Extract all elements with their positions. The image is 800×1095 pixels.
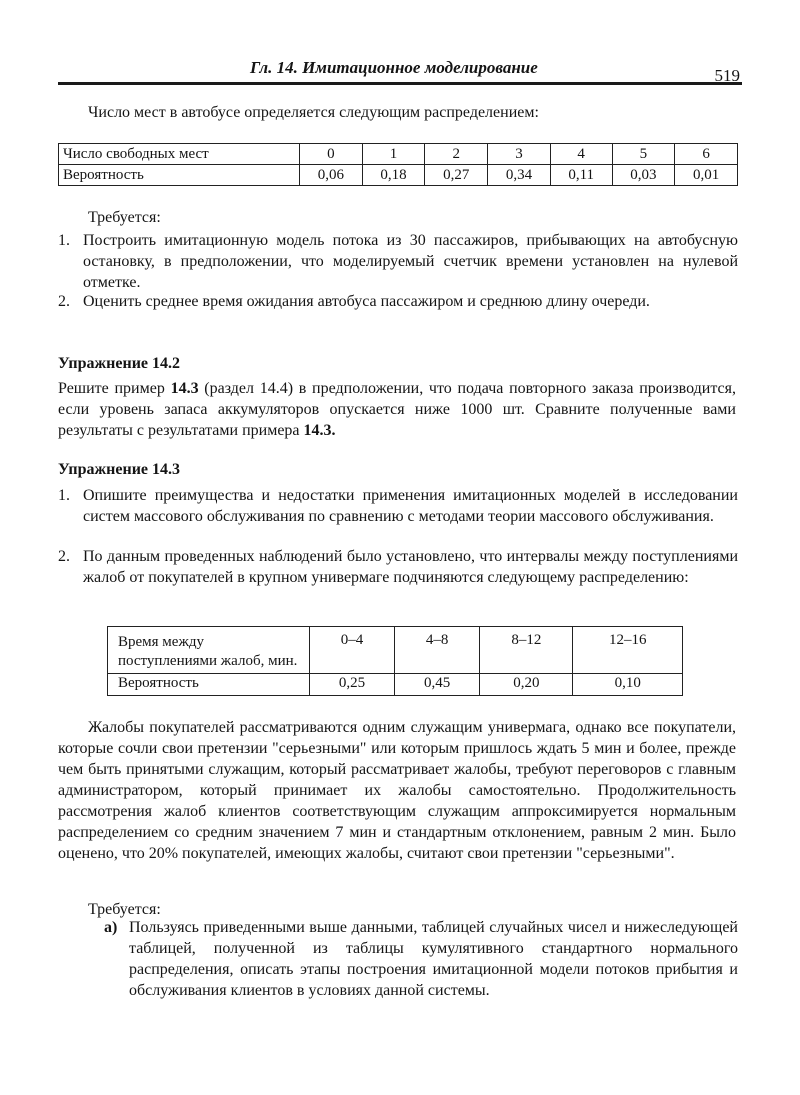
list-text: Опишите преимущества и недостатки применения имитационных моделей в исследовании систем массового обслуживания по сравнению с методами теории массового обслуживания. [83, 487, 738, 525]
exercise-14-2-heading: Упражнение 14.2 [58, 355, 181, 372]
page-number: 519 [714, 66, 740, 85]
list-letter: а) [104, 919, 118, 936]
list-text: Построить имитационную модель потока из 30 пассажиров, прибывающих на автобусную остановку, в предположении, что моделируемый счетчик времени установлен на нулевой отметке. [83, 232, 738, 291]
table-cell: 0,27 [425, 165, 488, 186]
exercise-14-2-text: Решите пример 14.3 (раздел 14.4) в предположении, что подача повторного заказа производится, если уровень запаса аккумуляторов опускается ниже 1000 шт. Сравните полученные вами результаты с результатами примера 14.3. [58, 380, 736, 439]
table-cell: 0,20 [480, 674, 573, 696]
table-cell: 12–16 [573, 627, 683, 674]
table-cell: 1 [362, 144, 425, 165]
table-row [108, 674, 683, 696]
table-row [108, 627, 683, 674]
table-cell: 0,45 [395, 674, 480, 696]
table-cell: 0 [300, 144, 363, 165]
table-cell: 4–8 [395, 627, 480, 674]
table-cell: 0,03 [612, 165, 675, 186]
requirement-label: Требуется: [88, 901, 161, 918]
table-cell: 6 [675, 144, 738, 165]
table-cell: 0,11 [550, 165, 612, 186]
list-number: 1. [58, 487, 70, 504]
row-label: Время между поступлениями жалоб, мин. [108, 627, 310, 674]
table-row [59, 165, 738, 186]
row-label: Вероятность [108, 674, 310, 696]
list-item [58, 291, 738, 333]
complaints-paragraph: Жалобы покупателей рассматриваются одним служащим универмага, однако все покупатели, которые сочли свои претензии "серьезными" или которым пришлось ждать 5 мин и более, прежде чем быть принятыми служащим, который рассматривает жалобы, требуют переговоров с главным администратором, который принимает их жалобы самостоятельно. Продолжительность рассмотрения жалоб клиентов соответствующим служащим аппроксимируется нормальным распределением со средним значением 7 мин и стандартным отклонением, равным 2 мин. Было оценено, что 20% покупателей, имеющих жалобы, считают свои претензии "серьезными". [58, 719, 736, 862]
table-row [59, 144, 738, 165]
list-number: 2. [58, 548, 70, 565]
requirement-label: Требуется: [88, 209, 161, 226]
seats-distribution-table [58, 143, 738, 186]
table-cell: 5 [612, 144, 675, 165]
table-cell: 8–12 [480, 627, 573, 674]
table-cell: 0,18 [362, 165, 425, 186]
row-label: Число свободных мест [59, 144, 300, 165]
list-text: По данным проведенных наблюдений было установлено, что интервалы между поступлениями жалоб от покупателей в крупном универмаге подчиняются следующему распределению: [83, 548, 738, 586]
table-cell: 4 [550, 144, 612, 165]
list-text: Пользуясь приведенными выше данными, таблицей случайных чисел и нижеследующей таблицей, полученной из таблицы кумулятивного стандартного нормального распределения, описать этапы построения имитационной модели потоков прибытия и обслуживания клиентов в условиях данной системы. [129, 919, 738, 999]
list-item [58, 230, 738, 294]
intro-text: Число мест в автобусе определяется следующим распределением: [88, 104, 539, 121]
table-cell: 0,34 [488, 165, 551, 186]
table-cell: 0,06 [300, 165, 363, 186]
table-cell: 2 [425, 144, 488, 165]
complaints-interval-table [107, 626, 683, 696]
list-item [104, 917, 738, 1027]
page-header [58, 56, 742, 85]
table-cell: 0,01 [675, 165, 738, 186]
list-item [58, 546, 738, 610]
chapter-title: Гл. 14. Имитационное моделирование [250, 58, 538, 77]
list-number: 2. [58, 293, 70, 310]
table-cell: 0,10 [573, 674, 683, 696]
exercise-14-3-heading: Упражнение 14.3 [58, 461, 181, 478]
list-number: 1. [58, 232, 70, 249]
table-cell: 0,25 [310, 674, 395, 696]
list-text: Оценить среднее время ожидания автобуса пассажиром и среднюю длину очереди. [83, 293, 650, 310]
table-cell: 3 [488, 144, 551, 165]
row-label: Вероятность [59, 165, 300, 186]
list-item [58, 485, 738, 549]
table-cell: 0–4 [310, 627, 395, 674]
